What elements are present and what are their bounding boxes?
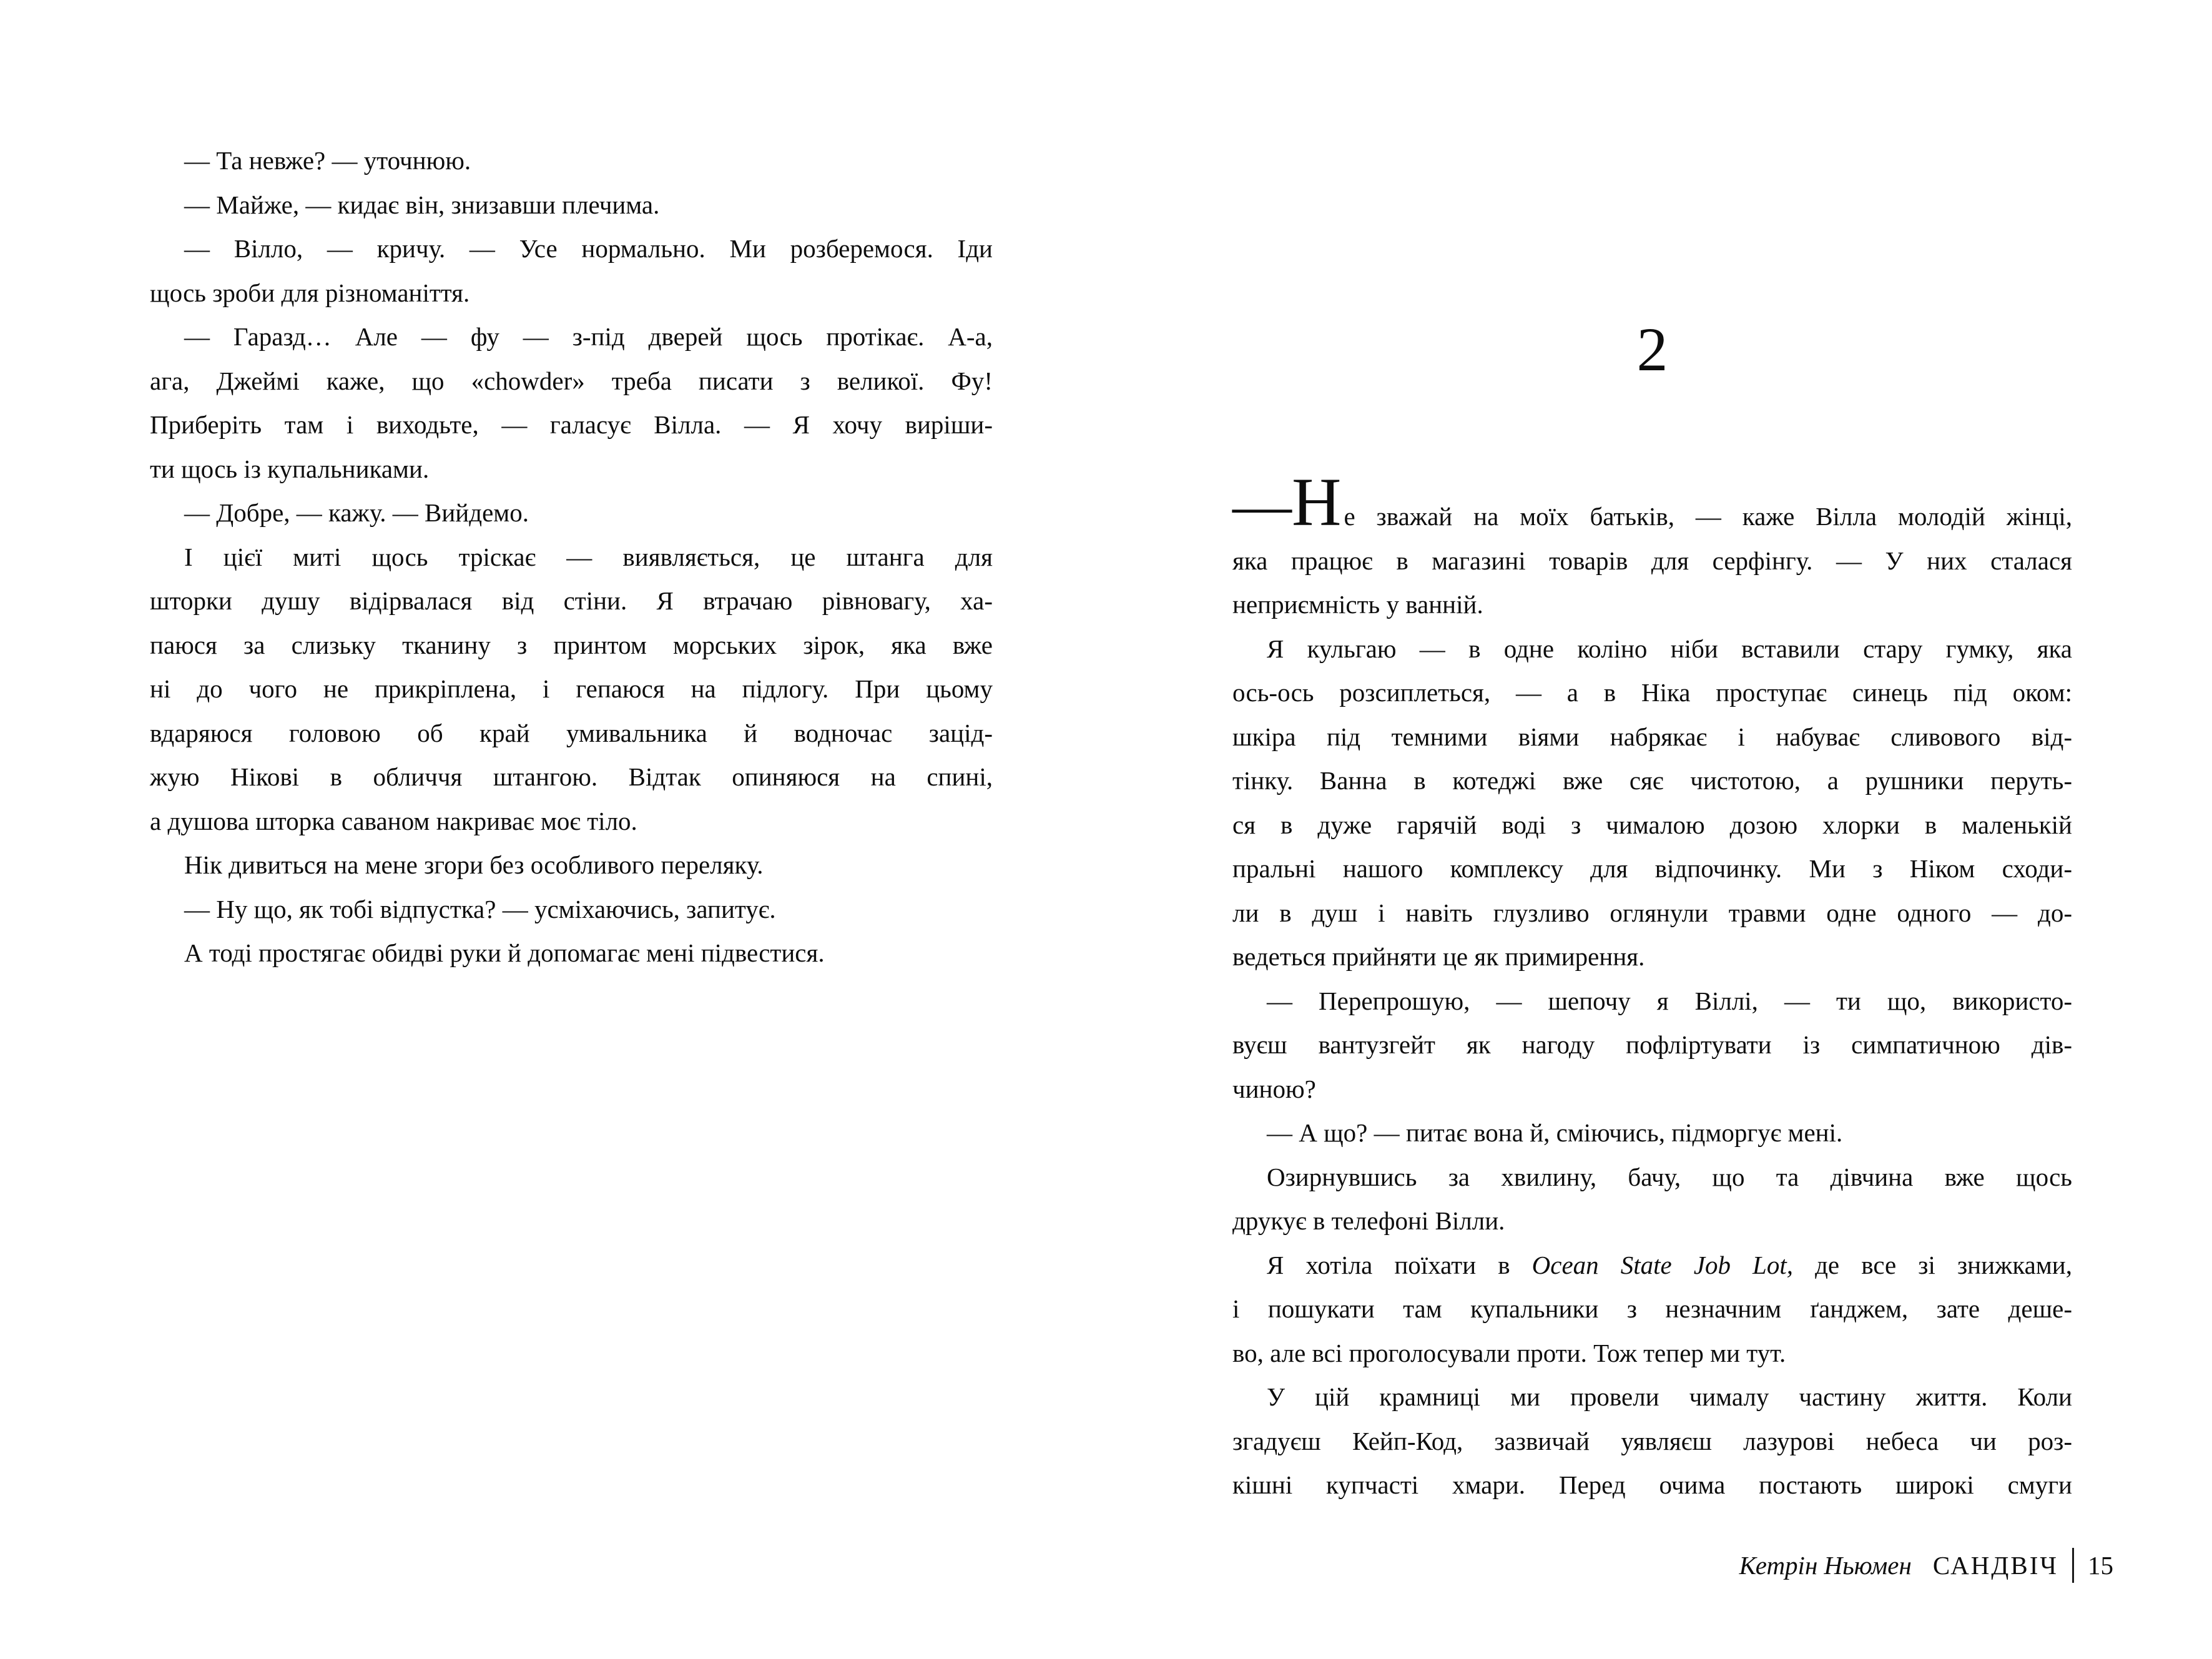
text-line: а душова шторка саваном накриває моє тіло. xyxy=(150,806,637,835)
italic-line-pre: Я хотіла поїхати в xyxy=(1267,1250,1532,1279)
text-line: ось-ось розсиплеться, — а в Ніка проступає синець під оком: xyxy=(1232,678,2072,707)
footer-author: Кетрін Ньюмен xyxy=(1739,1551,1912,1580)
page-number: 15 xyxy=(2088,1551,2113,1580)
opening-rest: е зважай на моїх батьків, — каже Вілла молодій жінці, xyxy=(1344,502,2072,531)
text-line: во, але всі проголосували проти. Тож тепер ми тут. xyxy=(1232,1338,1786,1367)
drop-cap: Н xyxy=(1292,464,1342,540)
text-line: шкіра під темними віями набрякає і набуває сливового від- xyxy=(1232,722,2072,751)
text-line: — Перепрошую, — шепочу я Віллі, — ти що, використо- xyxy=(1267,986,2072,1015)
text-line: — Вілло, — кричу. — Усе нормально. Ми розберемося. Іди xyxy=(184,234,993,263)
text-line: ні до чого не прикріплена, і гепаюся на підлогу. При цьому xyxy=(150,674,993,703)
text-line: жую Нікові в обличчя штангою. Відтак опиняюся на спині, xyxy=(150,762,993,791)
text-line: тінку. Ванна в котеджі вже сяє чистотою, а рушники перуть- xyxy=(1232,766,2072,795)
text-line: — Ну що, як тобі відпустка? — усміхаючись, запитує. xyxy=(184,894,776,923)
text-line: і пошукати там купальники з незначним ґанджем, зате деше- xyxy=(1232,1294,2072,1323)
text-line: шторки душу відірвалася від стіни. Я втрачаю рівновагу, ха- xyxy=(150,586,993,615)
text-line: пральні нашого комплексу для відпочинку. Ми з Ніком сходи- xyxy=(1232,854,2072,883)
text-line: щось зроби для різноманіття. xyxy=(150,278,470,307)
text-line: ведеться прийняти це як примирення. xyxy=(1232,942,1645,971)
text-line: Приберіть там і виходьте, — галасує Вілла. — Я хочу виріши- xyxy=(150,410,993,439)
text-line: згадуєш Кейп-Код, зазвичай уявляєш лазурові небеса чи роз- xyxy=(1232,1426,2072,1455)
text-line: кішні купчасті хмари. Перед очима постають широкі смуги xyxy=(1232,1470,2072,1499)
footer-book-title: САНДВІЧ xyxy=(1932,1551,2058,1580)
text-line: У цій крамниці ми провели чималу частину життя. Коли xyxy=(1267,1382,2072,1411)
text-line: Я кульгаю — в одне коліно ніби вставили стару гумку, яка xyxy=(1267,634,2072,663)
text-line: Нік дивиться на мене згори без особливого переляку. xyxy=(184,850,764,879)
right-page-text xyxy=(1232,464,2072,1507)
left-page-text xyxy=(150,139,993,975)
text-line: — Та невже? — уточнюю. xyxy=(184,146,471,175)
text-line: А тоді простягає обидві руки й допомагає мені підвестися. xyxy=(184,938,825,967)
text-line: вдаряюся головою об край умивальника й водночас зацід- xyxy=(150,718,993,747)
page-footer xyxy=(1232,1547,2113,1583)
text-line: ти щось із купальниками. xyxy=(150,454,430,483)
opening-em-dash: — xyxy=(1232,472,1292,538)
italic-store-name: Ocean State Job Lot, xyxy=(1531,1250,1793,1279)
text-line: — Добре, — кажу. — Вийдемо. xyxy=(184,498,529,527)
text-line: ага, Джеймі каже, що «chowder» треба писати з великої. Фу! xyxy=(150,366,993,395)
text-line: неприємність у ванній. xyxy=(1232,590,1483,619)
text-line-italic xyxy=(1232,1243,2072,1287)
text-line: ли в душ і навіть глузливо оглянули травми одне одного — до- xyxy=(1232,898,2072,927)
text-line: І цієї миті щось тріскає — виявляється, це штанга для xyxy=(184,542,993,571)
text-line: чиною? xyxy=(1232,1074,1316,1103)
text-line: — Майже, — кидає він, знизавши плечима. xyxy=(184,190,660,219)
text-line: друкує в телефоні Вілли. xyxy=(1232,1206,1505,1235)
text-line: Озирнувшись за хвилину, бачу, що та дівчина вже щось xyxy=(1267,1162,2072,1191)
text-line-opening xyxy=(1232,464,2072,540)
text-line: ся в дуже гарячій воді з чималою дозою хлорки в маленькій xyxy=(1232,810,2072,839)
italic-line-post: де все зі знижками, xyxy=(1793,1250,2072,1279)
text-line: паюся за слизьку тканину з принтом морських зірок, яка вже xyxy=(150,630,993,659)
chapter-number: 2 xyxy=(1636,315,1668,384)
text-line: — А що? — питає вона й, сміючись, підморгує мені. xyxy=(1267,1118,1843,1147)
footer-divider xyxy=(2072,1548,2074,1583)
text-line: вуєш вантузгейт як нагоду пофліртувати із симпатичною дів- xyxy=(1232,1030,2072,1059)
text-line: яка працює в магазині товарів для серфінгу. — У них сталася xyxy=(1232,546,2072,575)
text-line: — Гаразд… Але — фу — з-під дверей щось протікає. А-а, xyxy=(184,322,993,351)
